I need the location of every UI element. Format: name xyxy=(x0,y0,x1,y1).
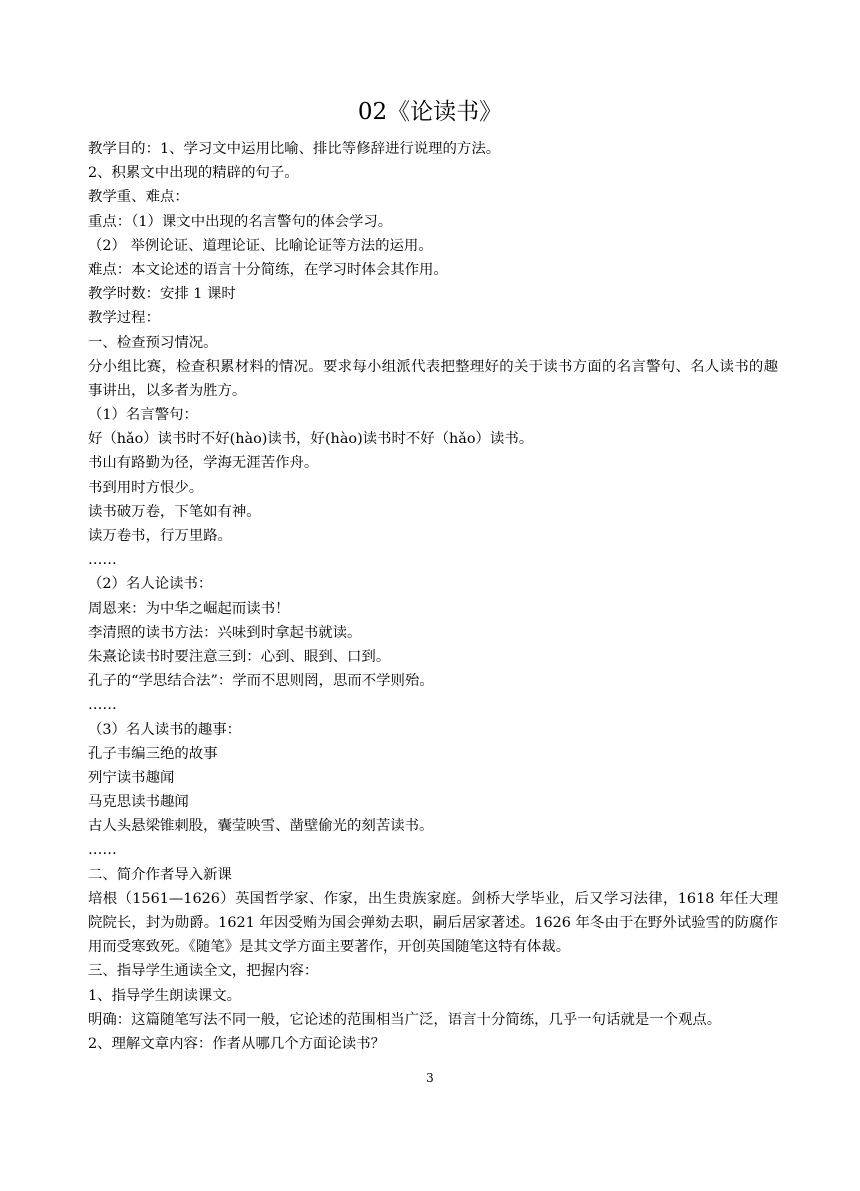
step-2: 2、理解文章内容：作者从哪几个方面论读书？ xyxy=(88,1036,385,1053)
quote-line: 读书破万卷，下笔如有神。 xyxy=(88,503,261,520)
famous-person-line: 朱熹论读书时要注意三到：心到、眼到、口到。 xyxy=(88,648,391,665)
key-point-1: 重点：（1）课文中出现的名言警句的体会学习。 xyxy=(88,213,393,230)
teaching-hours: 教学时数：安排 1 课时 xyxy=(88,286,236,303)
teaching-objective-1: 教学目的：1、学习文中运用比喻、排比等修辞进行说理的方法。 xyxy=(88,141,501,157)
quote-line: 书山有路勤为径，学海无涯苦作舟。 xyxy=(88,455,319,472)
step-1: 1、指导学生朗读课文。 xyxy=(88,987,242,1004)
page-number: 3 xyxy=(426,1071,434,1085)
anecdote-line: 古人头悬梁锥刺股，囊莹映雪、凿壁偷光的刻苦读书。 xyxy=(88,818,434,835)
section-1-heading: 一、检查预习情况。 xyxy=(88,334,218,351)
ellipsis: …… xyxy=(88,697,117,714)
quote-line: 书到用时方恨少。 xyxy=(88,479,204,496)
difficulty: 难点：本文论述的语言十分简练，在学习时体会其作用。 xyxy=(88,261,448,278)
teaching-process-heading: 教学过程： xyxy=(88,310,160,327)
anecdote-line: 马克思读书趣闻 xyxy=(88,794,189,811)
document-title: 02《论读书》 xyxy=(357,99,503,125)
group-competition-paragraph: 分小组比赛，检查积累材料的情况。要求每小组派代表把整理好的关于读书方面的名言警句、名人读书的趣事讲出，以多者为胜方。 xyxy=(88,358,778,399)
key-point-2: （2） 举例论证、道理论证、比喻论证等方法的运用。 xyxy=(88,237,433,254)
ellipsis: …… xyxy=(88,552,117,569)
famous-person-line: 周恩来：为中华之崛起而读书！ xyxy=(88,600,290,617)
anecdote-line: 列宁读书趣闻 xyxy=(88,769,175,786)
clarification-paragraph: 明确：这篇随笔写法不同一般，它论述的范围相当广泛，语言十分简练，几乎一句话就是一个观点。 xyxy=(88,1011,722,1028)
section-3-heading: 三、指导学生通读全文，把握内容： xyxy=(88,963,319,980)
section-2-heading: 二、简介作者导入新课 xyxy=(88,866,232,883)
ellipsis: …… xyxy=(88,842,117,859)
famous-person-line: 孔子的“学思结合法”：学而不思则罔，思而不学则殆。 xyxy=(88,673,434,690)
anecdote-line: 孔子韦编三绝的故事 xyxy=(88,745,218,762)
famous-person-line: 李清照的读书方法：兴味到时拿起书就读。 xyxy=(88,624,362,641)
document-body xyxy=(88,137,778,1056)
author-intro-paragraph: 培根（1561—1626）英国哲学家、作家，出生贵族家庭。剑桥大学毕业，后又学习法律，1618 年任大理院院长，封为勋爵。1621 年因受贿为国会弹劾去职，嗣后居家著述。1626 年冬由于在野外试验雪的防腐作用而受寒致死。《随笔》是其文学方面主要著作，开创英国随笔这特有体裁。 xyxy=(88,890,778,956)
reading-anecdotes-heading: （3）名人读书的趣事： xyxy=(88,721,242,738)
famous-quotes-heading: （1）名言警句： xyxy=(88,407,198,424)
quote-line: 读万卷书，行万里路。 xyxy=(88,528,232,545)
quote-line: 好（hǎo）读书时不好(hào)读书，好(hào)读书时不好（hǎo）读书。 xyxy=(88,431,534,448)
teaching-objective-2: 2、积累文中出现的精辟的句子。 xyxy=(88,165,299,182)
key-points-heading: 教学重、难点： xyxy=(88,189,189,206)
famous-people-on-reading-heading: （2）名人论读书： xyxy=(88,576,213,593)
